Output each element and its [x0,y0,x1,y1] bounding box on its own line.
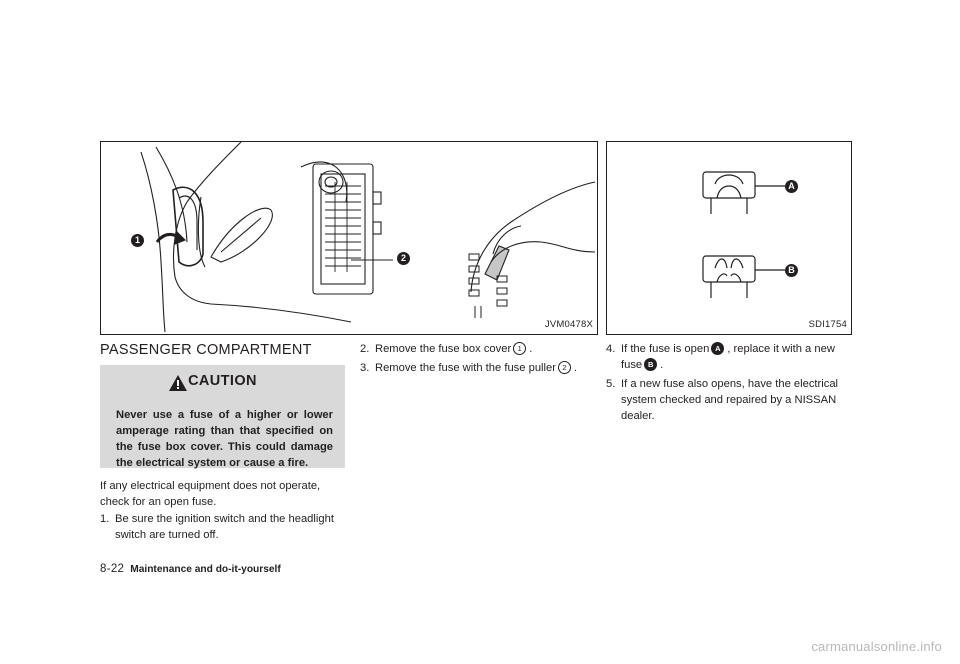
figure-fuse-box-removal [100,141,598,335]
page-footer [100,563,281,575]
ref-b-badge: B [644,358,657,371]
callout-1-badge: 1 [131,234,144,247]
ref-a-badge: A [711,342,724,355]
figure-caption: JVM0478X [544,319,593,330]
fuse-box-illustration [101,142,597,334]
step-text: If a new fuse also opens, have the electrical system checked and repaired by a NISSAN dealer. [621,378,839,422]
intro-paragraph: If any electrical equipment does not operate, check for an open fuse. [100,480,321,508]
callout-b-badge: B [785,264,798,277]
step-number: 4. [606,343,616,355]
caution-text: Never use a fuse of a higher or lower amperage rating than that specified on the fuse box cover. This could damage the electrical system or cause a fire. [116,409,333,469]
caution-title: CAUTION [188,373,257,389]
step-text: Remove the fuse with the fuse puller 2 . [375,362,578,374]
step-text: Remove the fuse box cover 1 . [375,343,533,355]
fuse-illustration [607,142,851,334]
footer-section-title: Maintenance and do-it-yourself [130,564,281,575]
caution-box [100,365,345,468]
page-number: 8-22 [100,563,125,575]
watermark: carmanualsonline.info [811,639,942,654]
step-number: 1. [100,513,110,525]
callout-a-badge: A [785,180,798,193]
step-text: Be sure the ignition switch and the headlight switch are turned off. [115,513,334,541]
step-text: If the fuse is open A , replace it with a new fuse B . [621,343,835,371]
step-number: 2. [360,343,370,355]
callout-2-badge: 2 [397,252,410,265]
ref-2-badge: 2 [558,361,571,374]
figure-caption: SDI1754 [808,319,847,330]
figure-fuse-comparison [606,141,852,335]
step-number: 3. [360,362,370,374]
step-number: 5. [606,378,616,390]
section-heading: PASSENGER COMPARTMENT [100,342,312,358]
ref-1-badge: 1 [513,342,526,355]
